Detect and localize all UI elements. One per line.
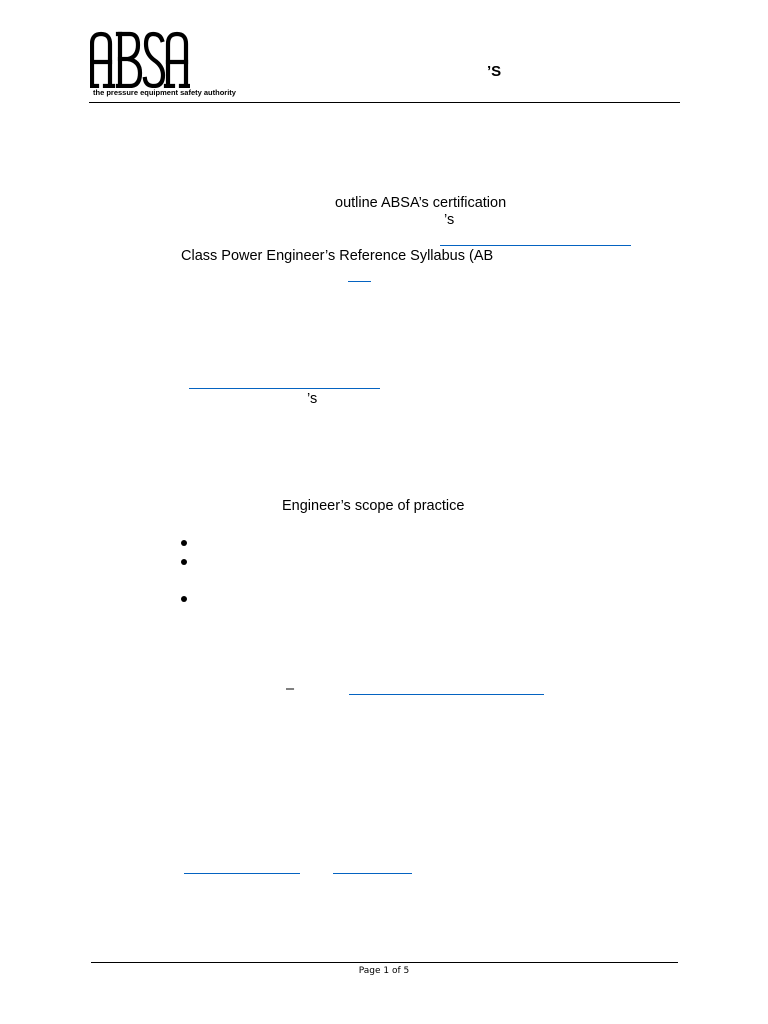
hyperlink-underline-2[interactable]	[348, 281, 371, 282]
body-line-possessive-1: ’s	[444, 212, 455, 228]
hyperlink-underline-5[interactable]	[184, 873, 300, 874]
body-line-syllabus: Class Power Engineer’s Reference Syllabus (AB	[181, 248, 494, 264]
logo-tagline: the pressure equipment safety authority	[93, 88, 236, 97]
body-line-possessive-2: ’s	[307, 391, 318, 407]
absa-logo-mark	[90, 30, 190, 88]
header-title-fragment: ’S	[487, 63, 502, 80]
list-bullet	[181, 596, 187, 602]
hyperlink-underline-3[interactable]	[189, 388, 380, 389]
hyperlink-underline-1[interactable]	[440, 245, 631, 246]
list-bullet	[181, 559, 187, 565]
body-line-scope-of-practice: Engineer’s scope of practice	[282, 498, 465, 514]
body-line-certification: outline ABSA’s certification	[335, 195, 507, 211]
footer-divider	[91, 962, 678, 963]
header-divider	[89, 102, 680, 103]
body-line-dash: –	[286, 681, 295, 697]
hyperlink-underline-4[interactable]	[349, 694, 544, 695]
list-bullet	[181, 540, 187, 546]
page-number: Page 1 of 5	[358, 966, 410, 976]
hyperlink-underline-6[interactable]	[333, 873, 412, 874]
